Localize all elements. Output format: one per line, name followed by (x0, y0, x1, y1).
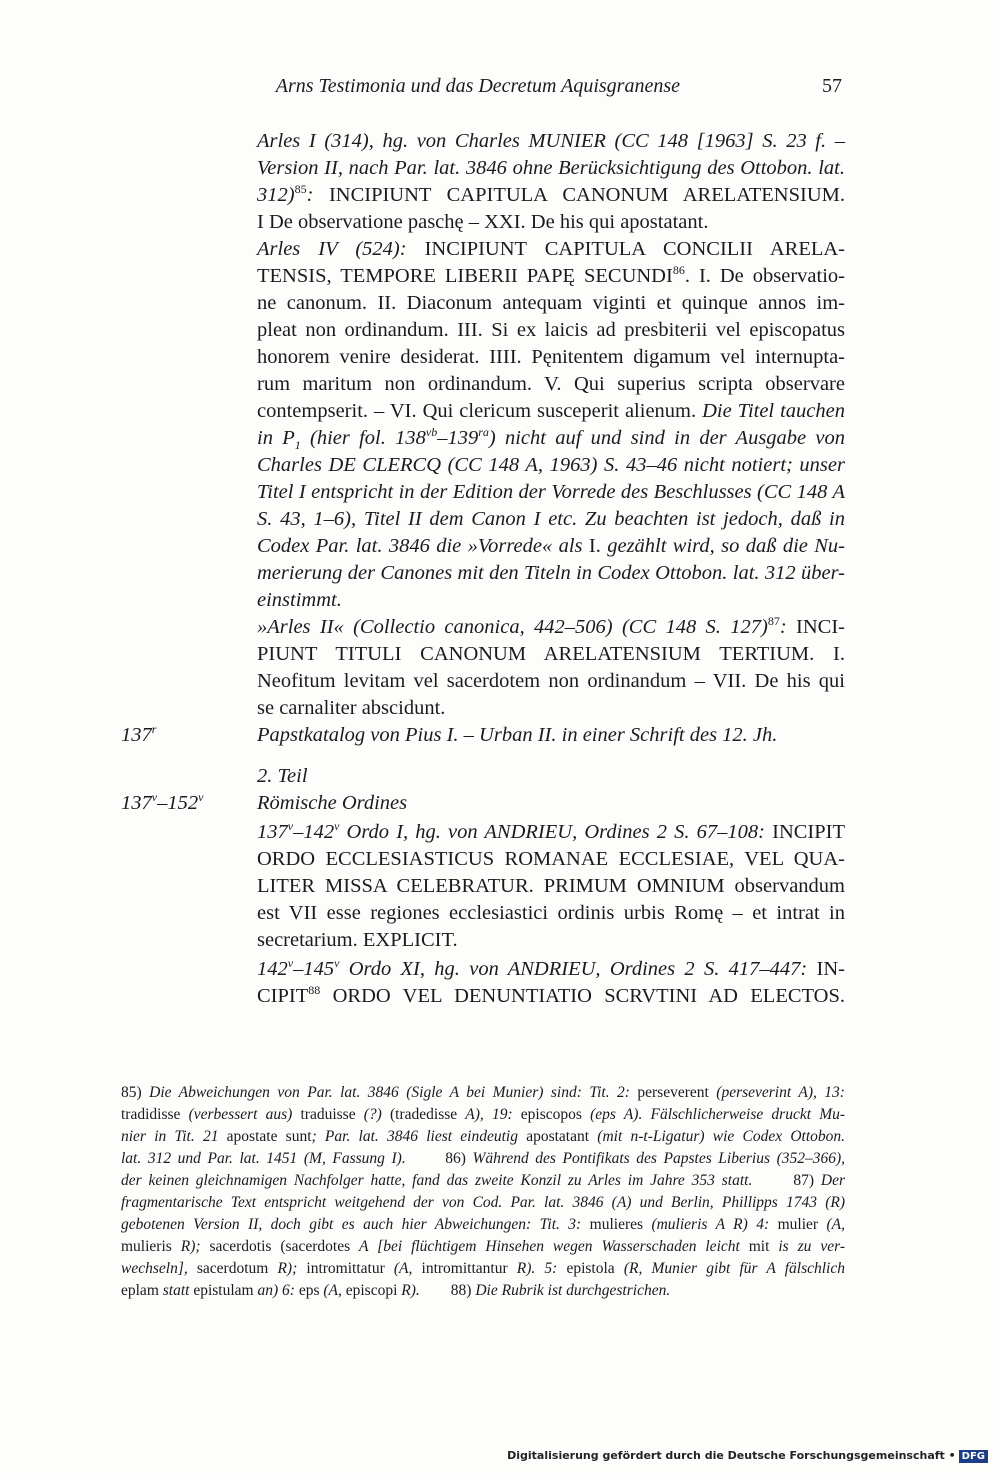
margin-folio: 137$^r$ (121, 722, 157, 746)
footnote-line: gebotenen Version II, doch gibt es auch hier Abweichungen: Tit. 3: mulieres (mulieris A R) 4: mulier (A, (121, 1216, 845, 1233)
body-line: einstimmt. (257, 589, 342, 611)
page-number: 57 (822, 75, 842, 97)
footnote-line: 85) Die Abweichungen von Par. lat. 3846 (Sigle A bei Munier) sind: Tit. 2: perseverent (perseverint A), 13: (121, 1084, 845, 1101)
body-line: Arles IV (524): INCIPIUNT CAPITULA CONCILII ARELA- (257, 238, 845, 260)
margin-folio: 137$^v$–152$^v$ (121, 790, 204, 814)
section-heading: 2. Teil (257, 765, 308, 787)
footnote-line: fragmentarische Text entspricht weitgehend der von Cod. Par. lat. 3846 (A) und Berlin, Phillipps 1743 (R) (121, 1194, 845, 1211)
body-line: S. 43, 1–6), Titel II dem Canon I etc. Zu beachten ist jedoch, daß in (257, 508, 845, 530)
body-line: est VII esse regiones ecclesiastici ordinis urbis Romę – et intrat in (257, 902, 845, 924)
footnote-line: eplam statt epistulam an) 6: eps (A, episcopi R). 88) Die Rubrik ist durchgestrichen. (121, 1282, 671, 1299)
body-line: contempserit. – VI. Qui clericum susceperit alienum. Die Titel tauchen (257, 400, 845, 422)
body-line: secretarium. EXPLICIT. (257, 929, 458, 951)
body-line: Charles DE CLERCQ (CC 148 A, 1963) S. 43–46 nicht notiert; unser (257, 454, 845, 476)
body-line: LITER MISSA CELEBRATUR. PRIMUM OMNIUM observandum (257, 875, 845, 897)
footnote-line: wechseln], sacerdotum R); intromittatur (A, intromittantur R). 5: epistola (R, Munier gibt für A fälschlich (121, 1260, 845, 1277)
body-line: rum maritum non ordinandum. V. Qui superius scripta observare (257, 373, 845, 395)
body-line: in $P_1$ (hier fol. $138^{vb}-139^{ra}$) nicht auf und sind in der Ausgabe von (257, 425, 845, 453)
body-line: Neofitum levitam vel sacerdotem non ordinandum – VII. De his qui (257, 670, 845, 692)
body-line: Codex Par. lat. 3846 die »Vorrede« als I. gezählt wird, so daß die Nu- (257, 535, 845, 557)
body-line: pleat non ordinandum. III. Si ex laicis ad presbiterii vel episcopatus (257, 319, 845, 341)
body-line: ne canonum. II. Diaconum antequam viginti et quinque annos im- (257, 292, 845, 314)
body-line: 312)$^{85}$: INCIPIUNT CAPITULA CANONUM ARELATENSIUM. (257, 182, 845, 206)
body-line: PIUNT TITULI CANONUM ARELATENSIUM TERTIUM. I. (257, 643, 845, 665)
body-line: I De observatione paschę – XXI. De his qui apostatant. (257, 211, 709, 233)
body-line: honorem venire desiderat. IIII. Pęnitentem digamum vel internupta- (257, 346, 845, 368)
body-line: CIPIT$^{88}$ ORDO VEL DENUNTIATIO SCRVTINI AD ELECTOS. (257, 983, 845, 1007)
body-line: se carnaliter abscidunt. (257, 697, 446, 719)
footnote-line: tradidisse (verbessert aus) traduisse (?) (tradedisse A), 19: episcopos (eps A). Fälschlicherweise druckt Mu- (121, 1106, 846, 1123)
body-line: ORDO ECCLESIASTICUS ROMANAE ECCLESIAE, VEL QUA- (257, 848, 845, 870)
running-title: Arns Testimonia und das Decretum Aquisgranense (275, 75, 680, 97)
footnote-line: mulieris R); sacerdotis (sacerdotes A [bei flüchtigem Hinsehen wegen Wasserschaden leicht mit is zu ver- (121, 1238, 845, 1255)
body-line: Papstkatalog von Pius I. – Urban II. in einer Schrift des 12. Jh. (257, 724, 778, 746)
body-line: TENSIS, TEMPORE LIBERII PAPĘ SECUNDI$^{86}$. I. De observatio- (257, 263, 845, 287)
footnote-line: lat. 312 und Par. lat. 1451 (M, Fassung I). 86) Während des Pontifikats des Papstes Liberius (352–366), (121, 1150, 846, 1167)
footnote-line: der keinen gleichnamigen Nachfolger hatte, fand das zweite Konzil zu Arles im Jahre 353 statt. 87) Der (121, 1172, 845, 1189)
body-line: Arles I (314), hg. von Charles MUNIER (CC 148 [1963] S. 23 f. – (257, 130, 845, 152)
body-line: 137$^v$–142$^v$ Ordo I, hg. von ANDRIEU, Ordines 2 S. 67–108: INCIPIT (257, 819, 845, 843)
dfg-logo: DFG (959, 1450, 988, 1463)
body-line: Römische Ordines (257, 792, 408, 814)
body-line: »Arles II« (Collectio canonica, 442–506) (CC 148 S. 127)$^{87}$: INCI- (257, 614, 845, 638)
body-line: Version II, nach Par. lat. 3846 ohne Berücksichtigung des Ottobon. lat. (257, 157, 845, 179)
funding-credit: Digitalisierung gefördert durch die Deutsche Forschungsgemeinschaft • DFG (507, 1449, 988, 1463)
footnote-line: nier in Tit. 21 apostate sunt; Par. lat. 3846 liest eindeutig apostatant (mit n-t-Ligatur) wie Codex Ottobon. (121, 1128, 846, 1145)
body-line: 142$^v$–145$^v$ Ordo XI, hg. von ANDRIEU, Ordines 2 S. 417–447: IN- (257, 956, 845, 980)
body-line: merierung der Canones mit den Titeln in Codex Ottobon. lat. 312 über- (257, 562, 845, 584)
body-line: Titel I entspricht in der Edition der Vorrede des Beschlusses (CC 148 A (257, 481, 845, 503)
